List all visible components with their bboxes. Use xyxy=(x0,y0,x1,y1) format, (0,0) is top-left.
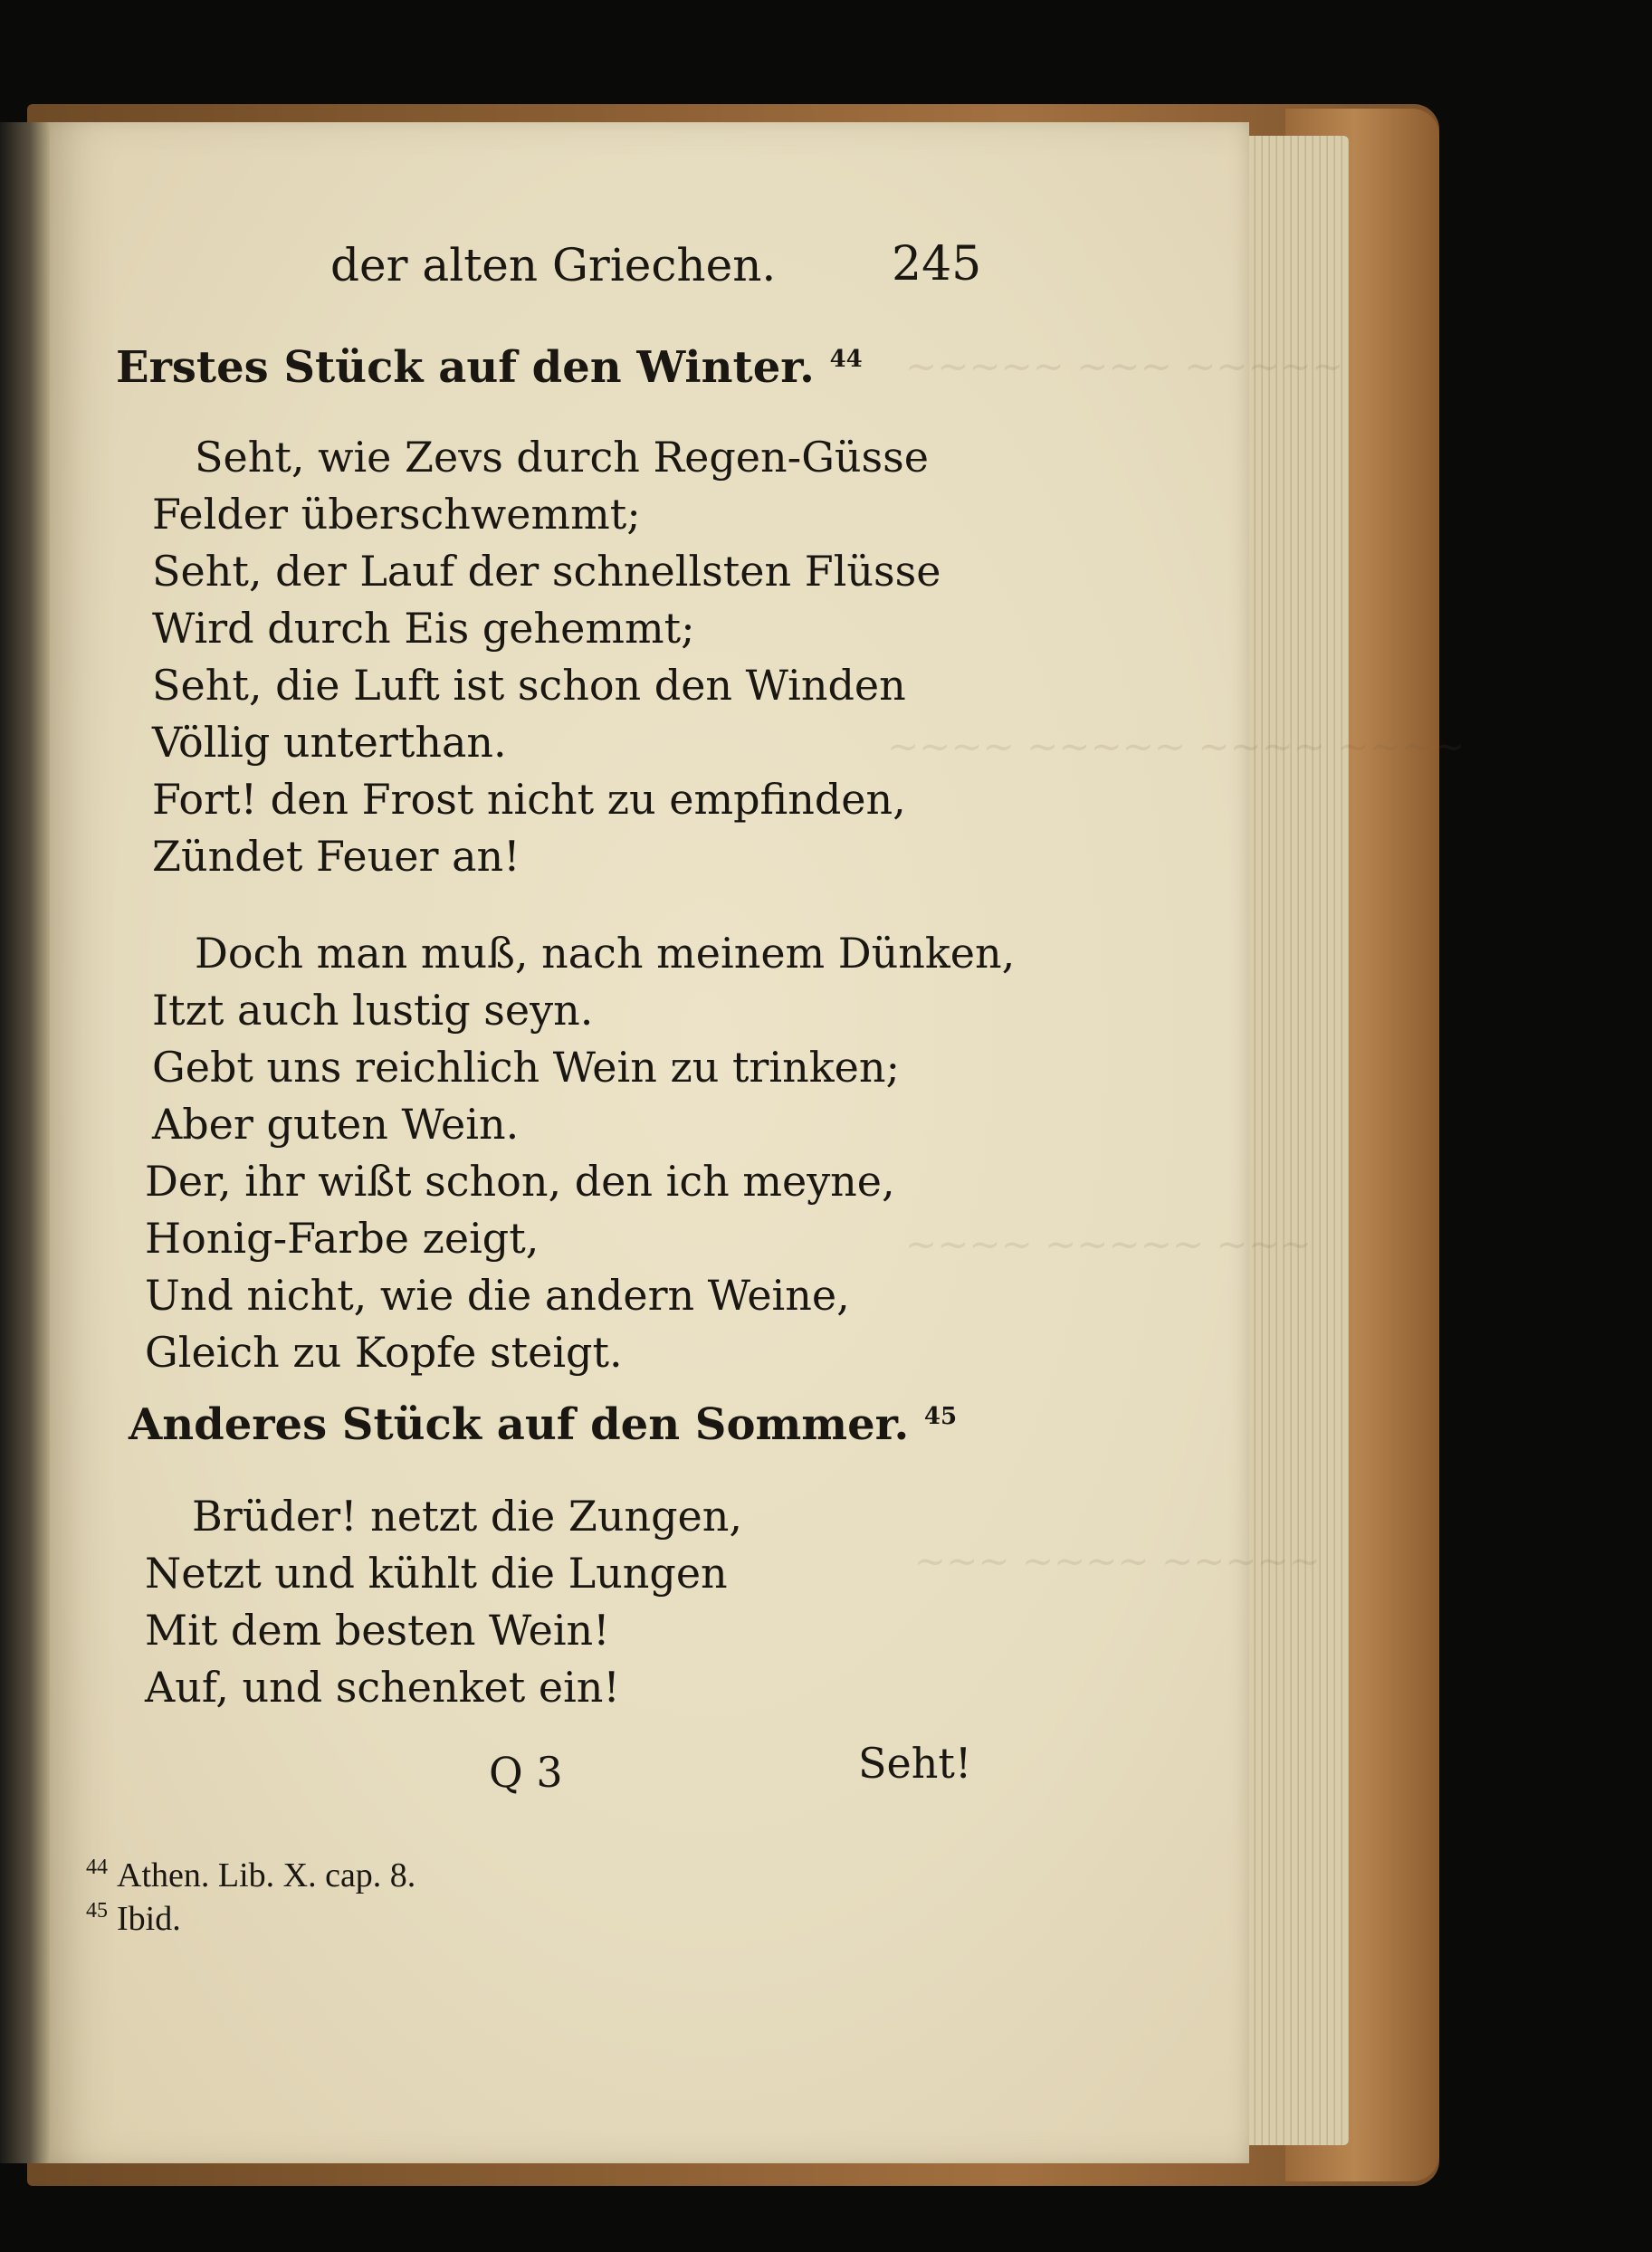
verse-line: Und nicht, wie die andern Weine, xyxy=(145,1271,850,1320)
running-title: der alten Griechen. xyxy=(330,239,777,291)
bleed-through: ~~~~ ~~~~~ ~~~~ ~~~~ xyxy=(887,724,1466,768)
verse-line: Zündet Feuer an! xyxy=(152,832,520,881)
verse-line: Wird durch Eis gehemmt; xyxy=(152,604,695,653)
verse-line: Seht, der Lauf der schnellsten Flüsse xyxy=(152,547,941,596)
verse-line: Auf, und schenket ein! xyxy=(145,1663,620,1712)
bleed-through: ~~~~~ ~~~ ~~~~~ xyxy=(905,344,1344,388)
page-number: 245 xyxy=(892,237,982,291)
verse-line: Itzt auch lustig seyn. xyxy=(152,986,594,1035)
footnote xyxy=(86,1856,415,1895)
verse-line: Gleich zu Kopfe steigt. xyxy=(145,1328,623,1377)
verse-line: Fort! den Frost nicht zu empfinden, xyxy=(152,775,906,824)
footnote-number: 45 xyxy=(86,1899,108,1923)
footnote-ref: 44 xyxy=(829,346,863,373)
bleed-through: ~~~~ ~~~~~ ~~~ xyxy=(905,1222,1312,1266)
verse-line: Seht, die Luft ist schon den Winden xyxy=(152,661,906,710)
footnote-ref: 45 xyxy=(923,1403,958,1430)
section-heading xyxy=(129,1399,958,1450)
bleed-through: ~~~ ~~~~ ~~~~~ xyxy=(914,1539,1321,1583)
verse-line: Mit dem besten Wein! xyxy=(145,1606,610,1655)
gutter xyxy=(0,122,50,2163)
verse-line: Brüder! netzt die Zungen, xyxy=(192,1492,742,1541)
verse-line: Seht, wie Zevs durch Regen-Güsse xyxy=(195,433,929,482)
footnote xyxy=(86,1899,181,1939)
verse-line: Aber guten Wein. xyxy=(152,1100,520,1149)
section-heading xyxy=(116,342,863,393)
catchword: Seht! xyxy=(858,1739,972,1788)
verse-line: Doch man muß, nach meinem Dünken, xyxy=(195,929,1016,978)
footnote-number: 44 xyxy=(86,1856,108,1879)
section-title: Anderes Stück auf den Sommer. xyxy=(129,1399,910,1450)
signature-mark: Q 3 xyxy=(489,1748,563,1797)
section-title: Erstes Stück auf den Winter. xyxy=(116,342,815,393)
verse-line: Netzt und kühlt die Lungen xyxy=(145,1549,728,1598)
footnote-text: Ibid. xyxy=(117,1900,181,1938)
verse-line: Völlig unterthan. xyxy=(152,718,507,767)
verse-line: Der, ihr wißt schon, den ich meyne, xyxy=(145,1157,895,1206)
verse-line: Gebt uns reichlich Wein zu trinken; xyxy=(152,1043,900,1092)
footnote-text: Athen. Lib. X. cap. 8. xyxy=(117,1856,416,1894)
verse-line: Felder überschwemmt; xyxy=(152,490,641,539)
verse-line: Honig-Farbe zeigt, xyxy=(145,1214,540,1263)
